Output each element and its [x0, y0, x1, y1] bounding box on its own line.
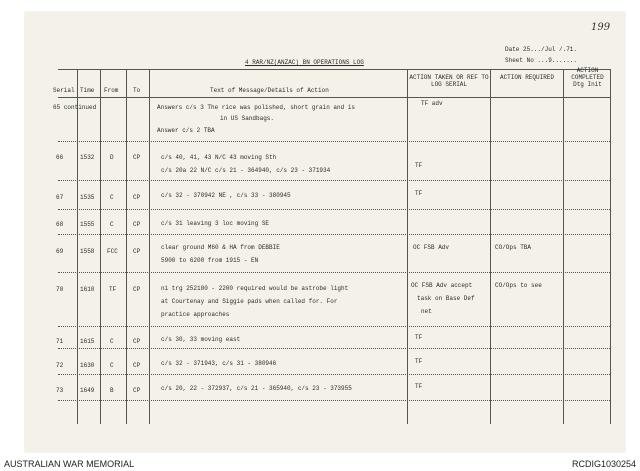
col-to: To [133, 87, 141, 94]
row-text-line: 5900 to 6200 from 1915 - EN [161, 257, 259, 264]
row-text-line: in US Sandbags. [220, 115, 275, 122]
row-action-taken: task on Base Def [417, 295, 475, 302]
row-from: C [110, 194, 114, 201]
row-time: 1615 [80, 338, 95, 345]
log-title: 4 RAR/NZ(ANZAC) BN OPERATIONS LOG [245, 59, 364, 66]
row-to: CP [133, 338, 141, 345]
row-to: CP [133, 387, 141, 394]
log-date: Date 25.../Jul /.71. [505, 46, 578, 53]
sheet-number: Sheet No ...9....... [505, 57, 578, 64]
row-serial: 69 [56, 248, 64, 255]
row-serial: 68 [56, 221, 64, 228]
col-serial: Serial [53, 87, 75, 94]
row-text-line: Answer c/s 2 TBA [157, 127, 215, 134]
row-text-line: c/s 32 - 370942 NE , c/s 33 - 380945 [161, 192, 291, 199]
row-serial: 72 [56, 362, 64, 369]
row-text-line: c/s 31 leaving 3 loc moving SE [161, 220, 270, 227]
row-from: TF [109, 286, 117, 293]
log-sheet [25, 12, 625, 452]
row-to: CP [133, 248, 141, 255]
row-serial: 71 [56, 338, 64, 345]
row-action-taken: OC FSB Adv [413, 244, 450, 251]
row-time: 1535 [80, 194, 95, 201]
footer-record-id: RCDIG1030254 [571, 459, 636, 469]
row-from: C [110, 338, 114, 345]
row-to: CP [133, 286, 141, 293]
col-from: From [104, 87, 119, 94]
row-text-line: c/s 20a 22 N/C c/s 21 - 364940, c/s 23 - 371934 [161, 167, 331, 174]
row-text-line: ni trg 252100 - 2200 required would be astrobe light [161, 285, 349, 292]
col-action-required: ACTION REQUIRED [499, 74, 554, 81]
row-from: C [110, 221, 114, 228]
col-action-completed: ACTION COMPLETED Dtg Init [571, 67, 604, 88]
row-text-line: c/s 32 - 371943, c/s 31 - 380946 [161, 360, 277, 367]
row-action-taken: net [421, 308, 432, 315]
row-action-taken: TF [415, 383, 423, 390]
row-time: 1610 [80, 286, 95, 293]
row-time: 1558 [80, 248, 95, 255]
row-action-required: CO/Ops to see [495, 282, 542, 289]
row-action-taken: TF [415, 190, 423, 197]
row-action-taken: TF [415, 162, 423, 169]
row-text-line: at Courtenay and Siggie pads when called for. For [161, 298, 338, 305]
row-action-taken: TF [415, 334, 423, 341]
row-from: C [110, 362, 114, 369]
col-action-taken: ACTION TAKEN OR REF TO LOG SERIAL [409, 74, 489, 88]
row-serial: 65 continued [53, 104, 97, 111]
row-to: CP [133, 154, 141, 161]
row-text-line: c/s 20, 22 - 372937, c/s 21 - 365940, c/s 23 - 373955 [161, 385, 352, 392]
row-time: 1630 [80, 362, 95, 369]
col-time: Time [80, 87, 95, 94]
row-text-line: clear ground M60 & HA from DEBBIE [161, 244, 280, 251]
row-time: 1555 [80, 221, 95, 228]
row-time: 1649 [80, 387, 95, 394]
row-serial: 70 [56, 286, 64, 293]
row-time: 1532 [80, 154, 95, 161]
row-to: CP [133, 221, 141, 228]
row-action-taken: OC FSB Adv accept [411, 282, 473, 289]
row-text-line: Answers c/s 3 The rice was polished, short grain and is [157, 104, 356, 111]
row-from: D [110, 154, 114, 161]
row-from: FCC [107, 248, 118, 255]
row-action-taken: TF [415, 358, 423, 365]
row-serial: 67 [56, 194, 64, 201]
row-text-line: c/s 30, 33 moving east [161, 336, 241, 343]
col-text: Text of Message/Details of Action [210, 87, 329, 94]
row-text-line: practice approaches [161, 311, 230, 318]
row-from: B [110, 387, 114, 394]
row-action-taken: TF adv [421, 100, 443, 107]
row-serial: 66 [56, 154, 64, 161]
row-action-required: CO/Ops TBA [495, 244, 532, 251]
row-to: CP [133, 194, 141, 201]
page-number: 199 [591, 22, 611, 33]
footer-archive-name: AUSTRALIAN WAR MEMORIAL [4, 459, 135, 469]
row-to: CP [133, 362, 141, 369]
row-serial: 73 [56, 387, 64, 394]
row-text-line: c/s 40, 41, 43 N/C 43 moving Sth [161, 154, 277, 161]
